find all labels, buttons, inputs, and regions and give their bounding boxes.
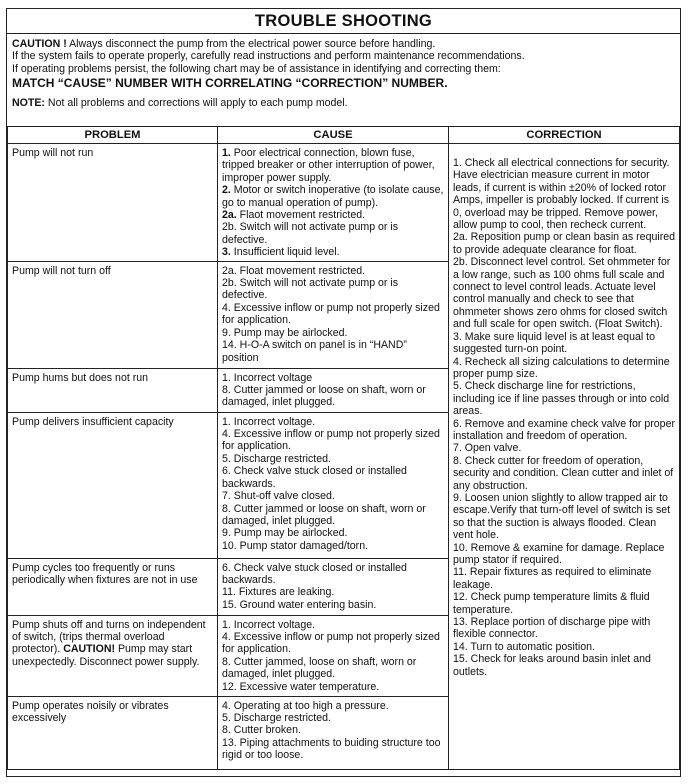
- problem-text: Pump cycles too frequently or runs periodically when fixtures are not in use: [12, 561, 198, 587]
- cause-number: 2a.: [222, 264, 237, 277]
- instruction-line-1: If the system fails to operate properly, carefully read instructions and perform maintenance recommendations.: [12, 50, 525, 63]
- cause-item: [222, 453, 444, 465]
- cause-item: [222, 503, 444, 528]
- cause-item: [222, 631, 444, 656]
- cause-cell: [218, 144, 449, 262]
- cause-item: [222, 302, 444, 327]
- cause-number: 6.: [222, 561, 231, 574]
- cause-item: [222, 265, 444, 277]
- instruction-line-2: If operating problems persist, the following chart may be of assistance in identifying and correcting them:: [12, 62, 501, 75]
- correction-item: 7. Open valve.: [453, 442, 522, 455]
- cause-text: Incorrect voltage.: [230, 415, 316, 428]
- page-title: TROUBLE SHOOTING: [7, 9, 680, 34]
- problem-caution-text: Pump may start unexpectedly. Disconnect power supply.: [12, 643, 200, 668]
- cause-item: [222, 221, 444, 246]
- cause-number: 5.: [222, 712, 231, 725]
- cause-number: 6.: [222, 465, 231, 478]
- problem-text: Pump shuts off and turns on independent of switch, (trips thermal overload protector).: [12, 618, 206, 656]
- cause-text: Shut-off valve closed.: [230, 490, 335, 503]
- troubleshooting-sheet: [6, 8, 681, 777]
- cause-number: 1.: [222, 371, 231, 384]
- caution-text: Always disconnect the pump from the electrical power source before handling.: [66, 38, 436, 50]
- cause-item: [222, 277, 444, 302]
- cause-cell: [218, 615, 449, 696]
- correction-item: 8. Check cutter for freedom of operation, security and condition. Clean cutter and inlet of any obstruction.: [453, 454, 674, 492]
- cause-number: 8.: [222, 724, 231, 737]
- table-header-row: [8, 127, 680, 144]
- cause-item: [222, 599, 444, 611]
- correction-item: 11. Repair fixtures as required to eliminate leakage.: [453, 566, 652, 591]
- cause-item: [222, 416, 444, 428]
- caution-line: [12, 38, 675, 50]
- cause-text: Discharge restricted.: [230, 712, 331, 725]
- cause-item: [222, 724, 444, 736]
- cause-number: 5.: [222, 452, 231, 465]
- cause-number: 10.: [222, 539, 237, 552]
- cause-text: Piping attachments to buiding structure too rigid or too loose.: [222, 736, 441, 762]
- problem-text: Pump hums but does not run: [12, 371, 149, 384]
- cause-number: 8.: [222, 502, 231, 515]
- cause-cell: [218, 261, 449, 368]
- cause-cell: [218, 558, 449, 615]
- cause-text: Excessive inflow or pump not properly sized for application.: [222, 631, 440, 656]
- troubleshooting-table: [7, 126, 680, 770]
- cause-number: 2b.: [222, 221, 237, 234]
- match-instruction: MATCH “CAUSE” NUMBER WITH CORRELATING “CORRECTION” NUMBER.: [12, 76, 448, 91]
- cause-text: Switch will not activate pump or is defective.: [222, 277, 399, 302]
- cause-text: Ground water entering basin.: [236, 598, 377, 611]
- problem-cell: [8, 558, 218, 615]
- correction-item: 15. Check for leaks around basin inlet and outlets.: [453, 653, 651, 678]
- cause-text: Excessive inflow or pump not properly sized for application.: [222, 428, 440, 453]
- header-cause: CAUSE: [218, 127, 449, 144]
- cause-number: 13.: [222, 736, 237, 749]
- cause-text: Pump stator damaged/torn.: [236, 539, 369, 552]
- cause-item: [222, 540, 444, 552]
- cause-item: [222, 147, 444, 184]
- correction-item: 1. Check all electrical connections for security. Have electrician measure current in motor leads, if current is within ±20% of locked rotor Amps, impeller is probably locked. If current is 0, overload may be tripped. Remove power, allow pump to cool, then recheck current.: [453, 157, 670, 232]
- cause-text: Poor electrical connection, blown fuse, tripped breaker or other interruption of power, improper power supply.: [222, 147, 435, 184]
- cause-text: Operating at too high a pressure.: [230, 699, 389, 712]
- correction-item: 4. Recheck all sizing calculations to determine proper pump size.: [453, 355, 670, 380]
- cause-item: [222, 586, 444, 598]
- problem-cell: [8, 368, 218, 412]
- cause-number: 4.: [222, 301, 231, 314]
- note-label: NOTE:: [12, 97, 45, 110]
- problem-caution-label: CAUTION!: [63, 643, 116, 656]
- cause-cell: [218, 368, 449, 412]
- cause-item: [222, 339, 444, 364]
- cause-number: 15.: [222, 598, 237, 611]
- cause-text: Cutter jammed or loose on shaft, worn or damaged, inlet plugged.: [222, 502, 426, 527]
- cause-text: Check valve stuck closed or installed backwards.: [222, 561, 407, 587]
- correction-item: 9. Loosen union slightly to allow trapped air to escape.Verify that turn-off level of switch is set so that the suction is always flooded. Clean vent hole.: [453, 491, 671, 542]
- problem-text: Pump operates noisily or vibrates excessively: [12, 699, 169, 725]
- correction-item: 2b. Disconnect level control. Set ohmmeter for a low range, such as 100 ohms full scale and connect to level control leads. Actuate level control manually and check to see that ohmmeter shows zero ohms for closed switch and full scale for open switch. (Float Switch).: [453, 256, 671, 331]
- correction-item: 5. Check discharge line for restrictions, including ice if line passes through or into cold areas.: [453, 380, 670, 418]
- cause-text: Fixtures are leaking.: [235, 586, 335, 599]
- caution-label: CAUTION !: [12, 38, 67, 50]
- cause-item: [222, 372, 444, 384]
- cause-cell: [218, 696, 449, 769]
- note-text: Not all problems and corrections will apply to each pump model.: [44, 97, 348, 110]
- cause-text: Excessive water temperature.: [236, 680, 380, 693]
- cause-number: 7.: [222, 490, 231, 503]
- cause-item: [222, 681, 444, 693]
- cause-text: Pump may be airlocked.: [230, 527, 348, 540]
- cause-text: Discharge restricted.: [230, 452, 331, 465]
- cause-item: [222, 465, 444, 490]
- cause-item: [222, 562, 444, 587]
- cause-item: [222, 428, 444, 453]
- correction-item: 14. Turn to automatic position.: [453, 640, 595, 653]
- cause-item: [222, 737, 444, 762]
- cause-number: 8.: [222, 384, 231, 397]
- header-correction: CORRECTION: [449, 127, 680, 144]
- cause-number: 14.: [222, 339, 237, 352]
- cause-item: [222, 619, 444, 631]
- cause-item: [222, 490, 444, 502]
- cause-number: 2a.: [222, 209, 237, 222]
- cause-text: Check valve stuck closed or installed backwards.: [222, 465, 407, 490]
- cause-number: 4.: [222, 428, 231, 441]
- cause-text: Motor or switch inoperative (to isolate cause, go to manual operation of pump).: [222, 184, 444, 209]
- problem-cell: [8, 696, 218, 769]
- correction-item: 12. Check pump temperature limits & fluid temperature.: [453, 591, 650, 616]
- correction-item: 6. Remove and examine check valve for proper installation and freedom of operation.: [453, 417, 675, 442]
- table-body: [8, 144, 680, 770]
- cause-text: Cutter jammed, loose on shaft, worn or damaged, inlet plugged.: [222, 655, 417, 681]
- cause-number: 1.: [222, 618, 231, 631]
- cause-number: 2.: [222, 184, 231, 197]
- cause-text: Cutter jammed or loose on shaft, worn or damaged, inlet plugged.: [222, 384, 426, 409]
- problem-cell: [8, 261, 218, 368]
- cause-text: Flaot movement restricted.: [236, 209, 366, 222]
- cause-item: [222, 384, 444, 409]
- cause-item: [222, 209, 444, 221]
- cause-number: 4.: [222, 631, 231, 644]
- cause-number: 2b.: [222, 277, 237, 290]
- cause-number: 4.: [222, 699, 231, 712]
- cause-item: [222, 656, 444, 681]
- cause-item: [222, 527, 444, 539]
- cause-number: 12.: [222, 680, 237, 693]
- correction-item: 3. Make sure liquid level is at least equal to suggested turn-on point.: [453, 330, 655, 356]
- cause-number: 8.: [222, 655, 231, 668]
- cause-item: [222, 712, 444, 724]
- correction-item: 2a. Reposition pump or clean basin as required to provide adequate clearance for float.: [453, 231, 676, 256]
- cause-item: [222, 327, 444, 339]
- cause-text: Incorrect voltage: [230, 371, 313, 384]
- problem-cell: [8, 412, 218, 558]
- cause-item: [222, 246, 444, 258]
- cause-number: 11.: [222, 586, 236, 599]
- cause-cell: [218, 412, 449, 558]
- cause-number: 1.: [222, 147, 231, 159]
- cause-text: Incorrect voltage.: [230, 618, 316, 631]
- cause-text: Pump may be airlocked.: [230, 326, 348, 339]
- problem-text: Pump will not run: [12, 147, 94, 159]
- cause-number: 9.: [222, 326, 231, 339]
- cause-number: 3.: [222, 246, 231, 259]
- problem-text: Pump will not turn off: [12, 264, 111, 277]
- table-row: [8, 144, 680, 262]
- cause-text: Insufficient liquid level.: [230, 246, 340, 259]
- problem-cell: [8, 144, 218, 262]
- cause-text: H-O-A switch on panel is in “HAND” position: [222, 339, 407, 364]
- correction-item: 13. Replace portion of discharge pipe with flexible connector.: [453, 616, 651, 641]
- cause-text: Excessive inflow or pump not properly sized for application.: [222, 301, 440, 327]
- correction-item: 10. Remove & examine for damage. Replace pump stator if required.: [453, 541, 665, 566]
- cause-text: Cutter broken.: [230, 724, 301, 737]
- header-problem: PROBLEM: [8, 127, 218, 144]
- problem-cell: [8, 615, 218, 696]
- intro-section: [7, 34, 680, 117]
- cause-number: 9.: [222, 527, 231, 540]
- cause-item: [222, 700, 444, 712]
- cause-text: Switch will not activate pump or is defective.: [222, 221, 399, 246]
- cause-text: Float movement restricted.: [236, 264, 366, 277]
- cause-number: 1.: [222, 415, 231, 428]
- correction-cell: [449, 144, 680, 770]
- cause-item: [222, 184, 444, 209]
- problem-text: Pump delivers insufficient capacity: [12, 415, 174, 428]
- note-line: [12, 97, 675, 109]
